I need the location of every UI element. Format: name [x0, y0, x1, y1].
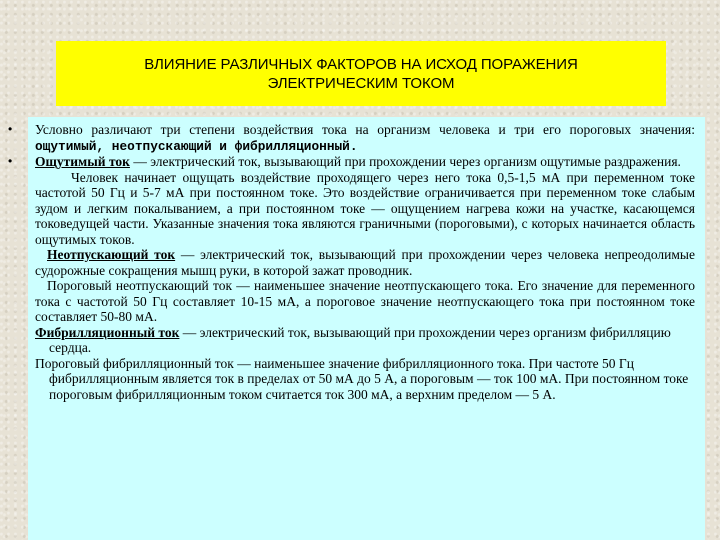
paragraph-perceptible-definition — [8, 154, 695, 170]
title-line-2: ЭЛЕКТРИЧЕСКИМ ТОКОМ — [267, 74, 455, 92]
intro-text: Условно различают три степени воздействия тока на организм человека и три его пороговых значения: — [35, 122, 695, 137]
term-perceptible: Ощутимый ток — [35, 154, 130, 169]
title-line-1: ВЛИЯНИЕ РАЗЛИЧНЫХ ФАКТОРОВ НА ИСХОД ПОРАЖЕНИЯ — [144, 55, 578, 73]
fibrillation-definition-text: — электрический ток, вызывающий при прохождении через организм фибрилляцию сердца. — [49, 324, 671, 355]
let-go-definition-text: — электрический ток, вызывающий при прохождении через человека непреодолимые судорожные сокращения мышц руки, в которой зажат проводник. — [35, 247, 695, 278]
paragraph-intro — [8, 122, 695, 154]
paragraph-fibrillation-threshold: Пороговый фибрилляционный ток — наименьшее значение фибрилляционного тока. При частоте 50 Гц фибрилляционным является ток в пределах от 50 мА до 5 А, а пороговым — ток 100 мА. При постоянном токе пороговым фибрилляционным током считается ток 300 мА, а верхним пределом — 5 А. — [35, 355, 689, 402]
perceptible-definition-text: — электрический ток, вызывающий при прохождении через организм ощутимые раздражения. — [129, 154, 681, 169]
term-fibrillation: Фибрилляционный ток — [35, 324, 180, 340]
content-panel — [8, 117, 705, 540]
bullet-icon: • — [8, 122, 13, 136]
paragraph-let-go-threshold: Пороговый неотпускающий ток — наименьшее значение неотпускающего тока. Его значение для переменного тока с частотой 50 Гц составляет 10-15 мА, а пороговое значение неотпускающего тока при постоянном токе составляет 50-80 мА. — [35, 278, 695, 324]
intro-bold: ощутимый, неотпускающий и фибрилляционный. — [35, 138, 358, 154]
term-let-go: Неотпускающий ток — [47, 247, 176, 262]
paragraph-fibrillation-definition — [35, 325, 695, 356]
paragraph-perceptible-details: Человек начинает ощущать воздействие проходящего через него тока 0,5-1,5 мА при переменном токе частотой 50 Гц и 5-7 мА при постоянном токе. Это воздействие ограничивается при переменном токе слабым зудом и легким покалыванием, а при постоянном токе — ощущением нагрева кожи на участке, касающемся токоведущей части. Указанные значения тока являются граничными (пороговыми), с которых начинается область ощутимых токов. — [35, 169, 695, 247]
paragraph-let-go-definition — [35, 247, 695, 278]
bullet-icon: • — [8, 154, 13, 168]
slide-title — [56, 41, 666, 106]
